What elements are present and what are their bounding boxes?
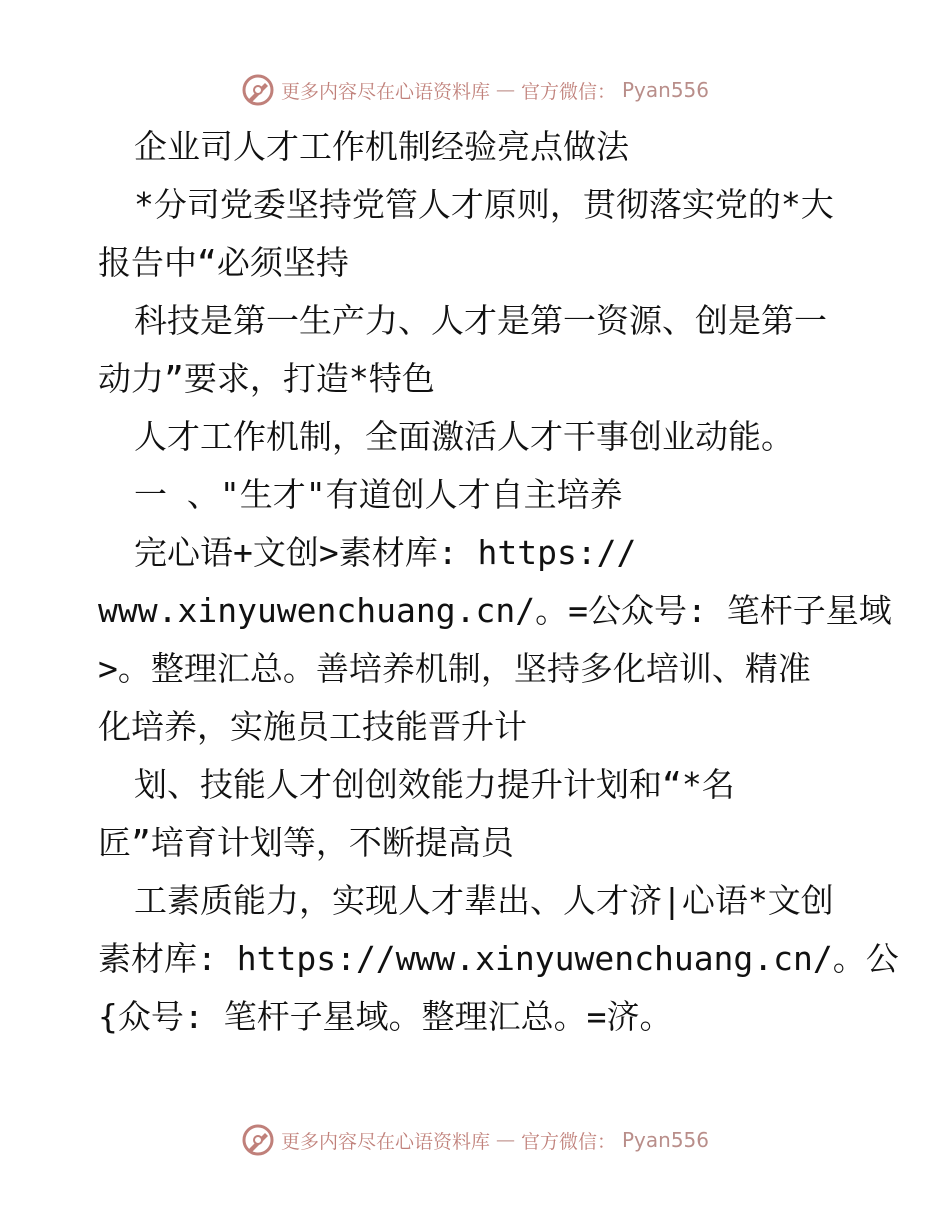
watermark-wechat-id: Pyan556 — [622, 78, 710, 102]
watermark-separator: — — [495, 79, 515, 101]
watermark-footer — [0, 1120, 950, 1160]
paragraph-line: *分司党委坚持党管人才原则，贯彻落实党的*大 — [134, 185, 834, 224]
paragraph-line: 科技是第一生产力、人才是第一资源、创是第一 — [134, 301, 827, 340]
paragraph-line: >。整理汇总。善培养机制，坚持多化培训、精准 — [98, 649, 811, 688]
watermark-header — [0, 70, 950, 110]
watermark-official-label: 官方微信： — [520, 1130, 616, 1153]
watermark-separator: — — [495, 1129, 515, 1151]
paragraph-line: {众号: 笔杆子星域。整理汇总。=济。 — [98, 997, 673, 1036]
paragraph-line: www.xinyuwenchuang.cn/。=公众号: 笔杆子星域 — [98, 591, 892, 630]
paragraph-line: 人才工作机制，全面激活人才干事创业动能。 — [134, 417, 794, 456]
paragraph-line: 报告中“必须坚持 — [98, 243, 349, 282]
section-heading: 一 、"生才"有道创人才自主培养 — [134, 475, 623, 514]
pen-circle-icon — [241, 73, 275, 107]
paragraph-line: 划、技能人才创创效能力提升计划和“*名 — [134, 765, 735, 804]
paragraph-line: 匠”培育计划等，不断提高员 — [98, 823, 514, 862]
watermark-wechat-id: Pyan556 — [622, 1128, 710, 1152]
pen-circle-icon — [241, 1123, 275, 1157]
document-title: 企业司人才工作机制经验亮点做法 — [134, 127, 629, 166]
paragraph-line: 动力”要求，打造*特色 — [98, 359, 435, 398]
paragraph-line: 素材库: https://www.xinyuwenchuang.cn/。公 — [98, 939, 899, 978]
paragraph-line: 化培养，实施员工技能晋升计 — [98, 707, 527, 746]
watermark-official-label: 官方微信： — [520, 80, 616, 103]
paragraph-line: 工素质能力，实现人才辈出、人才济|心语*文创 — [134, 881, 834, 920]
watermark-text: 更多内容尽在心语资料库 — [280, 80, 490, 103]
paragraph-line: 完心语+文创>素材库: https:// — [134, 533, 637, 572]
document-body — [98, 118, 899, 1046]
watermark-text: 更多内容尽在心语资料库 — [280, 1130, 490, 1153]
